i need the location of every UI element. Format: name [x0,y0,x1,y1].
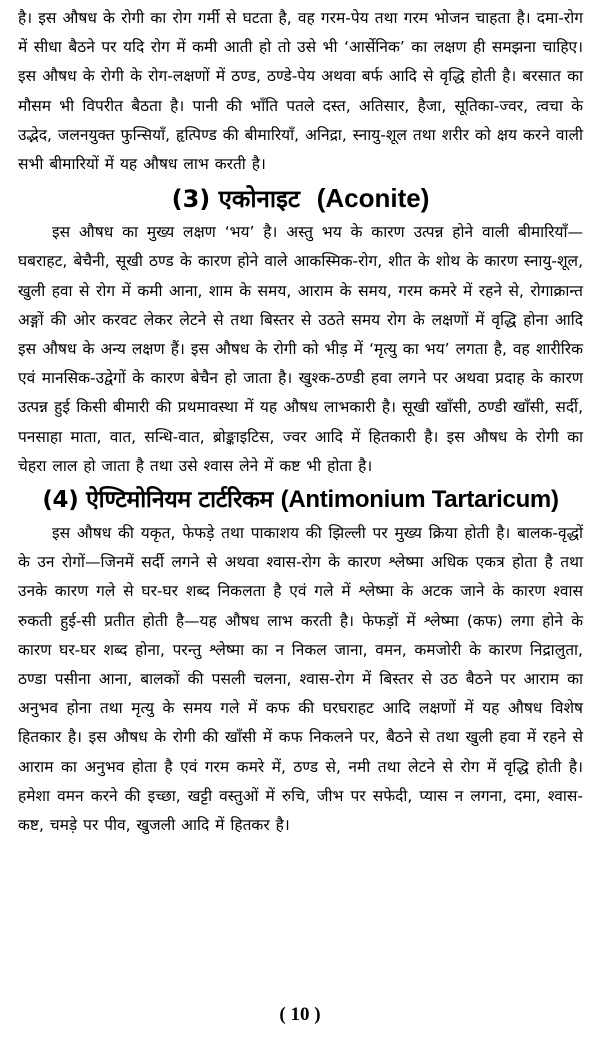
intro-paragraph: है। इस औषध के रोगी का रोग गर्मी से घटता है, वह गरम-पेय तथा गरम भोजन चाहता है। दमा-रोग में सीधा बैठने पर यदि रोग में कमी आती हो तो उसे भी ‘आर्सेनिक’ का लक्षण ही समझना चाहिए। इस औषध के रोगी के रोग-लक्षणों में ठण्ड, ठण्डे-पेय अथवा बर्फ आदि से वृद्धि होती है। बरसात का मौसम भी विपरीत बैठता है। पानी की भाँति पतले दस्त, अतिसार, हैजा, सूतिका-ज्वर, त्वचा के उद्भेद, जलनयुक्त फुन्सियाँ, हृत्पिण्ड की बीमारियाँ, अनिद्रा, स्नायु-शूल तथा शरीर को क्षय करने वाली सभी बीमारियों में यह औषध लाभ करती है। [18,9,583,174]
section-heading-antimonium-tartaricum [18,483,583,517]
heading-english: (Antimonium Tartaricum) [280,486,559,514]
heading-english: (Aconite) [316,183,430,214]
heading-hindi: (4) ऐण्टिमोनियम टार्टरिकम [42,487,273,514]
page-number: ( 10 ) [279,1004,321,1025]
paragraph-antimonium-tartaricum: इस औषध की यकृत, फेफड़े तथा पाकाशय की झिल्ली पर मुख्य क्रिया होती है। बालक-वृद्धों के उन रोगों—जिनमें सर्दी लगने से अथवा श्वास-रोग के कारण श्लेष्मा अधिक एकत्र होता है तथा उनके कारण गले से घर-घर शब्द निकलता है एवं गले में श्लेष्मा के अटक जाने के कारण श्वास रुकती हुई-सी प्रतीत होती है—यह औषध लाभ करती है। फेफड़ों में श्लेष्मा (कफ) लगा होने के कारण घर-घर शब्द होना, परन्तु श्लेष्मा का न निकल जाना, वमन, कमजोरी के कारण निद्रालुता, ठण्डा पसीना आना, बालकों की पसली चलना, श्वास-रोग में बिस्तर से उठ बैठने पर आराम का अनुभव होना तथा मृत्यु के समय गले में कफ की घरघराहट आदि लक्षणों में यह औषध विशेष हितकार है। इस औषध के रोगी की खाँसी में कफ निकलने पर, बैठने से तथा खुली हवा में रहने से आराम का अनुभव होता है एवं गरम कमरे में, ठण्ड से, नमी तथा लेटने से रोग में वृद्धि होती है। हमेशा वमन करने की इच्छा, खट्टी वस्तुओं में रुचि, जीभ पर सफेदी, प्यास न लगना, दमा, श्वास-कष्ट, चमड़े पर पीव, खुजली आदि में हितकर है। [18,524,583,835]
heading-hindi: (3) एकोनाइट [171,185,300,214]
section-heading-aconite [18,181,583,216]
paragraph-aconite: इस औषध का मुख्य लक्षण ‘भय’ है। अस्तु भय के कारण उत्पन्न होने वाली बीमारियाँ—घबराहट, बेचैनी, सूखी ठण्ड के कारण होने वाले आकस्मिक-रोग, शीत के शोथ के कारण स्नायु-शूल, खुली हवा से रोग में कमी आना, शाम के समय, आराम के समय, गरम कमरे में रहने से, रोगाक्रान्त अङ्गों की ओर करवट लेकर लेटने से तथा बिस्तर से उठते समय रोग के लक्षणों में वृद्धि होना आदि इस औषध के अन्य लक्षण हैं। इस औषध के रोगी को भीड़ में ‘मृत्यु का भय’ लगता है, वह शारीरिक एवं मानसिक-उद्वेगों के कारण बेचैन हो जाता है। खुश्क-ठण्डी हवा लगने पर अथवा प्रदाह के कारण उत्पन्न हुई किसी बीमारी की प्रथमावस्था में यह औषध लाभकारी है। सूखी खाँसी, ठण्डी खाँसी, सर्दी, पनसाहा माता, वात, सन्धि-वात, ब्रोङ्काइटिस, ज्वर आदि में हितकारी है। इस औषध के रोगी का चेहरा लाल हो जाता है तथा उसे श्वास लेने में कष्ट भी होता है। [18,223,583,475]
